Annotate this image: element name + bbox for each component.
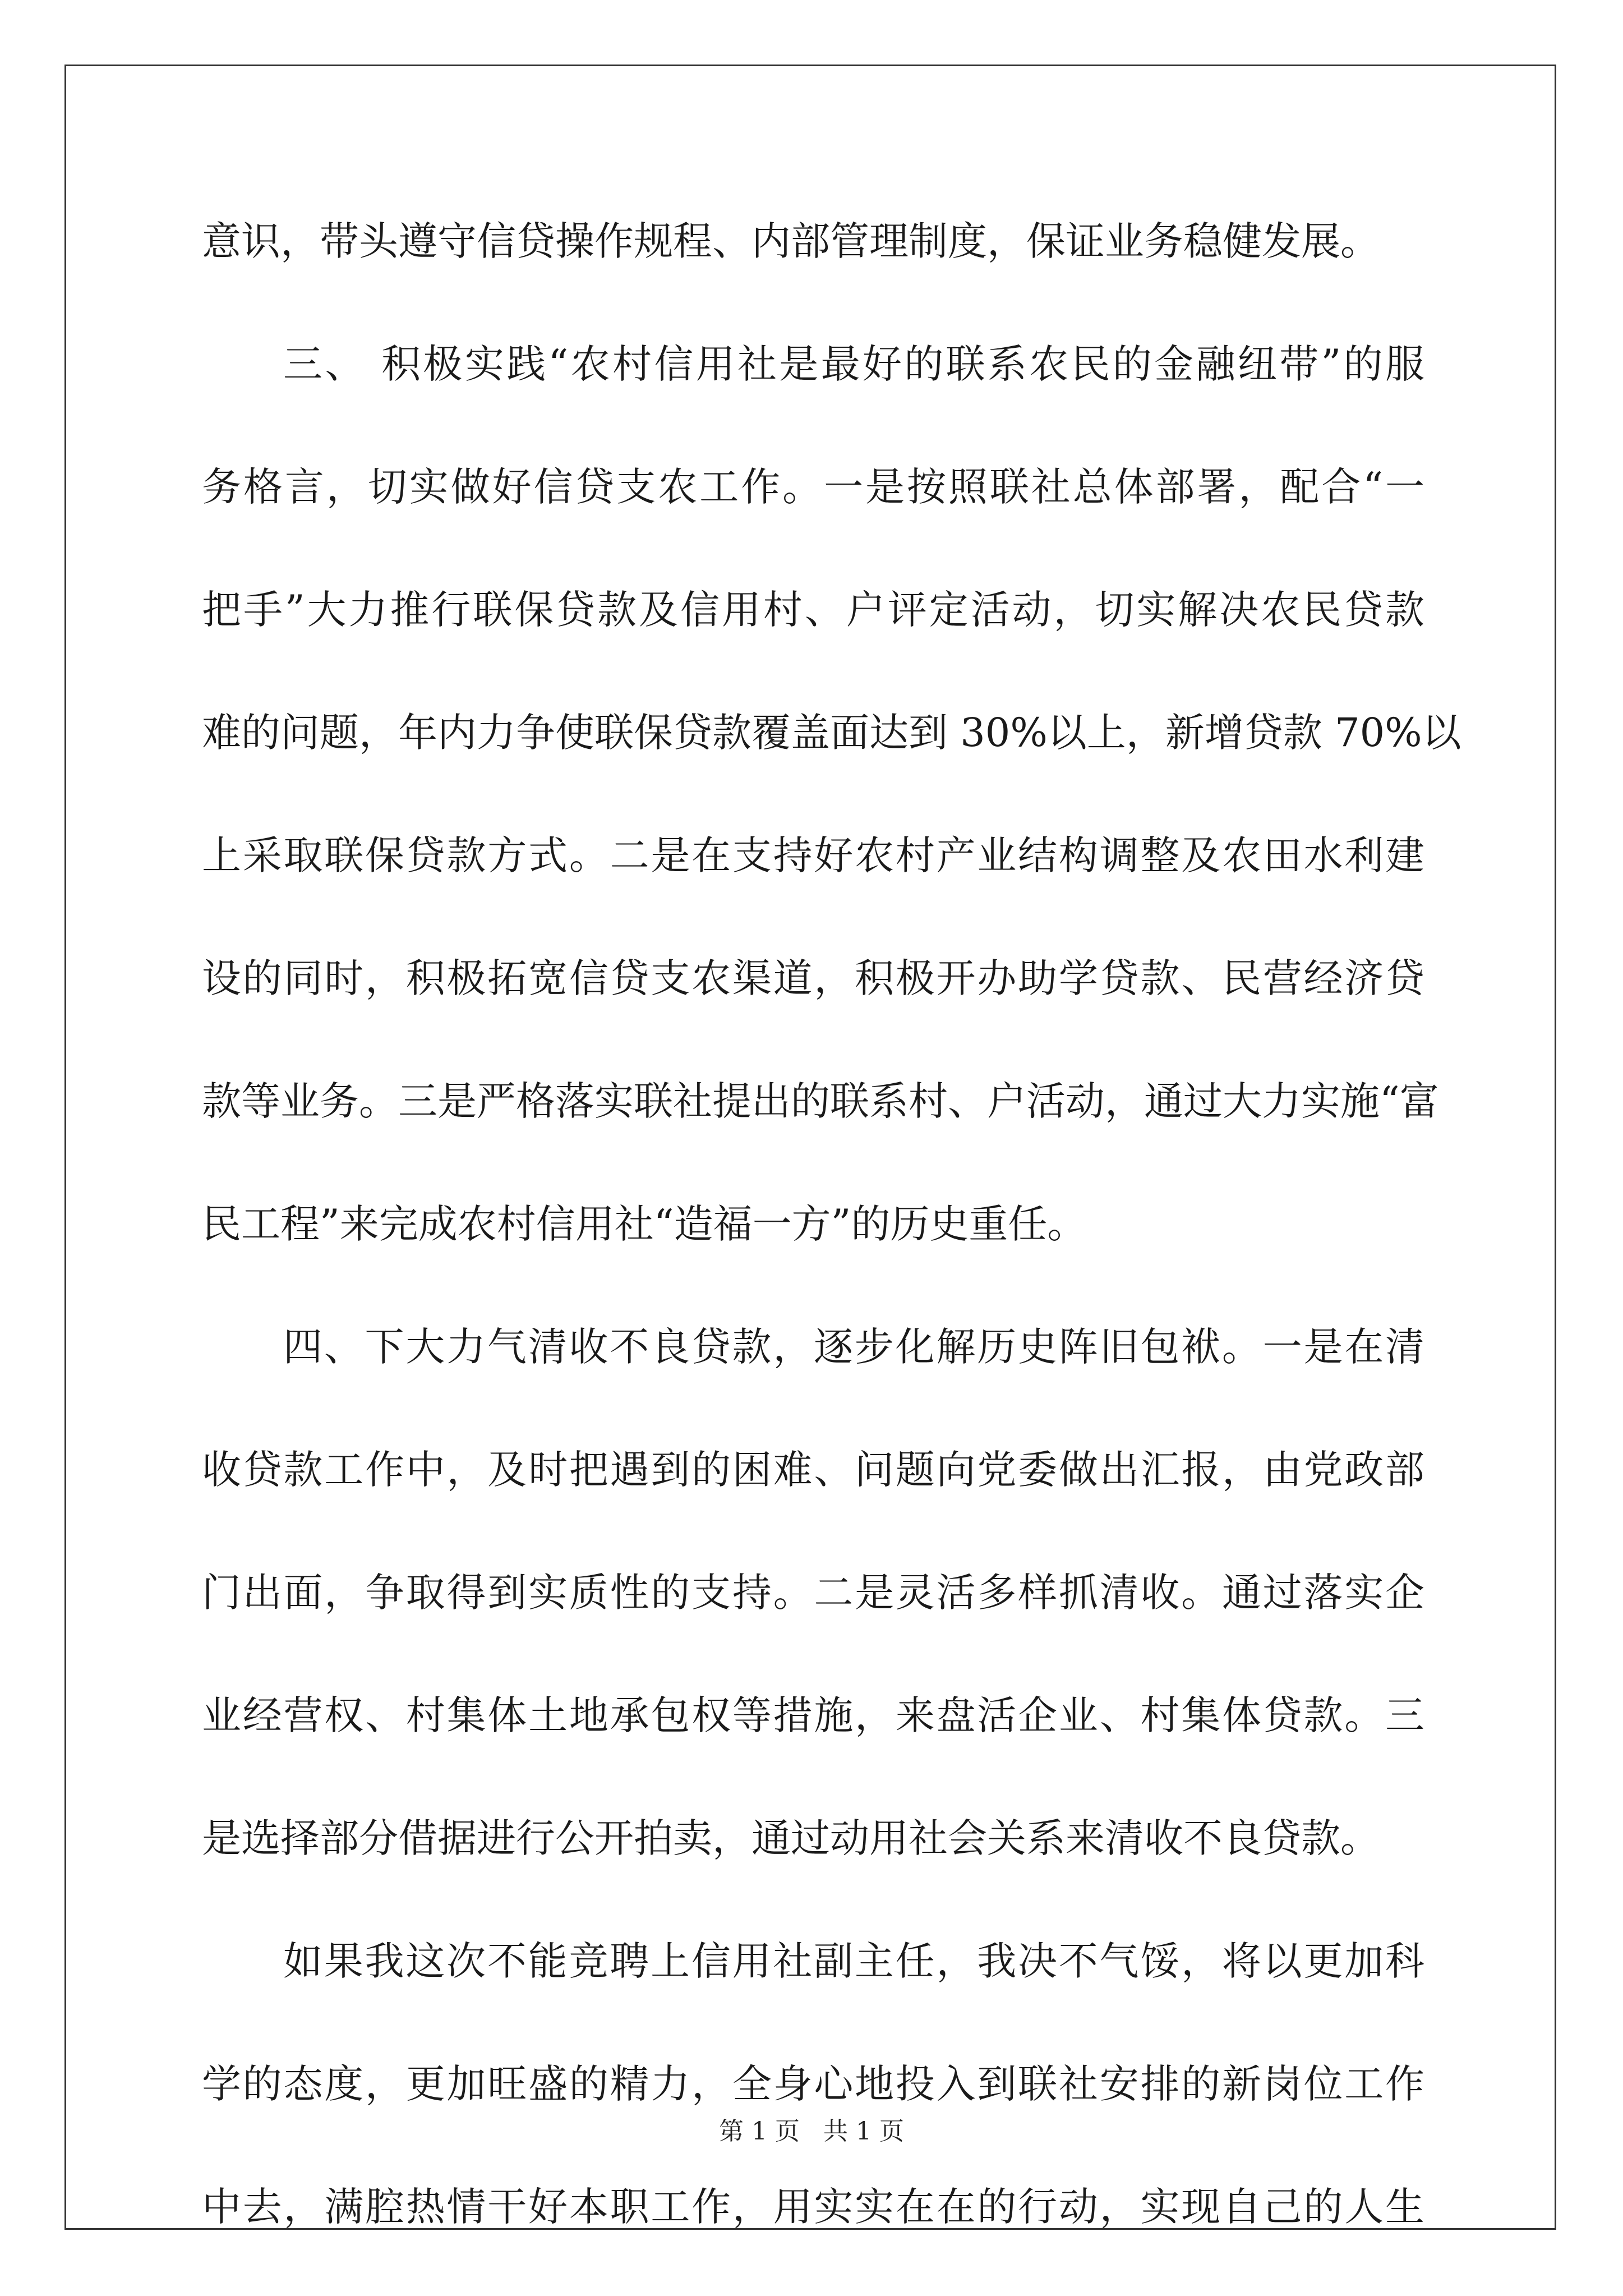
text-line: 学的态度，更加旺盛的精力，全身心地投入到联社安排的新岗位工作: [202, 2061, 1424, 2107]
text-line: 难的问题，年内力争使联保贷款覆盖面达到 30%以上，新增贷款 70%以: [202, 710, 1461, 756]
text-line: 民工程”来完成农村信用社“造福一方”的历史重任。: [202, 1201, 1087, 1247]
text-line: 设的同时，积极拓宽信贷支农渠道，积极开办助学贷款、民营经济贷: [202, 955, 1424, 1001]
text-line: 业经营权、村集体土地承包权等措施，来盘活企业、村集体贷款。三: [202, 1692, 1424, 1738]
text-line: 上采取联保贷款方式。二是在支持好农村产业结构调整及农田水利建: [202, 832, 1424, 878]
text-line: 门出面，争取得到实质性的支持。二是灵活多样抓清收。通过落实企: [202, 1570, 1424, 1616]
text-line: 款等业务。三是严格落实联社提出的联系村、户活动，通过大力实施“富: [202, 1078, 1439, 1124]
text-line: 是选择部分借据进行公开拍卖，通过动用社会关系来清收不良贷款。: [202, 1815, 1380, 1861]
text-line: 中去，满腔热情干好本职工作，用实实在在的行动，实现自己的人生: [202, 2184, 1424, 2230]
text-line: 意识，带头遵守信贷操作规程、内部管理制度，保证业务稳健发展。: [202, 218, 1380, 264]
text-line: 收贷款工作中，及时把遇到的困难、问题向党委做出汇报，由党政部: [202, 1447, 1424, 1493]
text-line: 务格言，切实做好信贷支农工作。一是按照联社总体部署，配合“一: [202, 464, 1424, 510]
section-heading-three: 三、 积极实践“农村信用社是最好的联系农民的金融纽带”的服: [283, 341, 1424, 387]
text-line: 把手”大力推行联保贷款及信用村、户评定活动，切实解决农民贷款: [202, 587, 1424, 633]
paragraph-start: 如果我这次不能竞聘上信用社副主任，我决不气馁，将以更加科: [283, 1938, 1424, 1984]
page-number-footer: 第 1 页 共 1 页: [719, 2117, 904, 2146]
section-heading-four: 四、下大力气清收不良贷款，逐步化解历史阵旧包袱。一是在清: [283, 1324, 1424, 1370]
